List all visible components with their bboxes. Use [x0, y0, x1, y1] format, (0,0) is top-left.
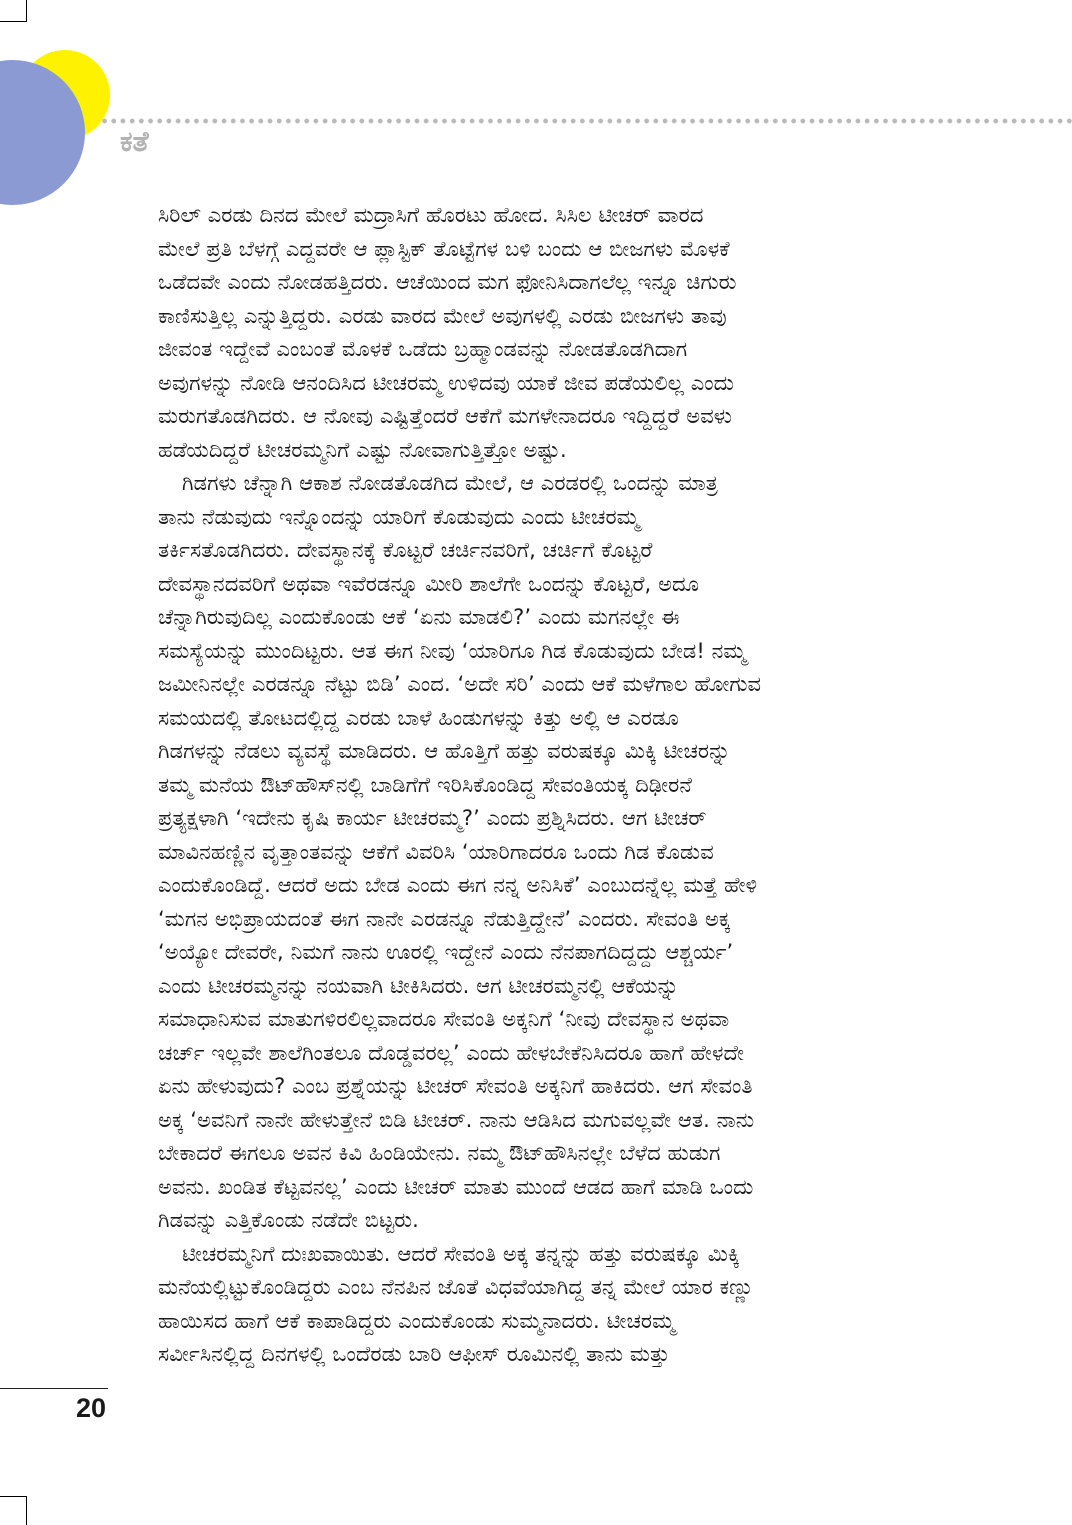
story-body: [158, 199, 908, 1372]
text-line: ಗಿಡಗಳು ಚೆನ್ನಾಗಿ ಆಕಾಶ ನೋಡತೊಡಗಿದ ಮೇಲೆ, ಆ ಎರಡರಲ್ಲಿ ಒಂದನ್ನು ಮಾತ್ರ: [182, 471, 718, 495]
text-line: ಹಡೆಯದಿದ್ದರೆ ಟೀಚರಮ್ಮನಿಗೆ ಎಷ್ಟು ನೋವಾಗುತ್ತಿತ್ತೋ ಅಷ್ಟು.: [158, 437, 567, 462]
text-line: ಅವುಗಳನ್ನು ನೋಡಿ ಆನಂದಿಸಿದ ಟೀಚರಮ್ಮ ಉಳಿದವು ಯಾಕೆ ಜೀವ ಪಡೆಯಲಿಲ್ಲ ಎಂದು: [158, 370, 734, 395]
crop-mark-top-left-vertical: [26, 0, 27, 22]
text-line: ಸಮಸ್ಯೆಯನ್ನು ಮುಂದಿಟ್ಟರು. ಆತ ಈಗ ನೀವು ‘ಯಾರಿಗೂ ಗಿಡ ಕೊಡುವುದು ಬೇಡ! ನಮ್ಮ: [158, 638, 747, 663]
text-line: ಏನು ಹೇಳುವುದು? ಎಂಬ ಪ್ರಶ್ನೆಯನ್ನು ಟೀಚರ್ ಸೇವಂತಿ ಅಕ್ಕನಿಗೆ ಹಾಕಿದರು. ಆಗ ಸೇವಂತಿ: [158, 1074, 753, 1098]
text-line: ‘ಅಯ್ಯೋ ದೇವರೇ, ನಿಮಗೆ ನಾನು ಊರಲ್ಲಿ ಇದ್ದೇನೆ ಎಂದು ನೆನಪಾಗದಿದ್ದದ್ದು ಆಶ್ಚರ್ಯ’: [158, 940, 734, 964]
text-line: ಸಮಾಧಾನಿಸುವ ಮಾತುಗಳಿರಲಿಲ್ಲವಾದರೂ ಸೇವಂತಿ ಅಕ್ಕನಿಗೆ ‘ನೀವು ದೇವಸ್ಥಾನ ಅಥವಾ: [158, 1007, 730, 1031]
text-line: ಅವನು. ಖಂಡಿತ ಕೆಟ್ಟವನಲ್ಲ’ ಎಂದು ಟೀಚರ್ ಮಾತು ಮುಂದೆ ಆಡದ ಹಾಗೆ ಮಾಡಿ ಒಂದು: [158, 1174, 754, 1199]
text-line: ಮೇಲೆ ಪ್ರತಿ ಬೆಳಗ್ಗೆ ಎದ್ದವರೇ ಆ ಪ್ಲಾಸ್ಟಿಕ್ ತೊಟ್ಟೆಗಳ ಬಳಿ ಬಂದು ಆ ಬೀಜಗಳು ಮೊಳಕೆ: [158, 236, 730, 261]
text-line: ಜೀವಂತ ಇದ್ದೇವೆ ಎಂಬಂತೆ ಮೊಳಕೆ ಒಡೆದು ಬ್ರಹ್ಮಾಂಡವನ್ನು ನೋಡತೊಡಗಿದಾಗ: [158, 337, 688, 361]
text-line: ಅಕ್ಕ ‘ಅವನಿಗೆ ನಾನೇ ಹೇಳುತ್ತೇನೆ ಬಿಡಿ ಟೀಚರ್. ನಾನು ಆಡಿಸಿದ ಮಗುವಲ್ಲವೇ ಆತ. ನಾನು: [158, 1107, 755, 1132]
text-line: ಟೀಚರಮ್ಮನಿಗೆ ದುಃಖವಾಯಿತು. ಆದರೆ ಸೇವಂತಿ ಅಕ್ಕ ತನ್ನನ್ನು ಹತ್ತು ವರುಷಕ್ಕೂ ಮಿಕ್ಕಿ: [182, 1241, 740, 1266]
text-line: ಎಂದುಕೊಂಡಿದ್ದೆ. ಆದರೆ ಅದು ಬೇಡ ಎಂದು ಈಗ ನನ್ನ ಅನಿಸಿಕೆ’ ಎಂಬುದನ್ನೆಲ್ಲ ಮತ್ತೆ ಹೇಳಿ: [158, 873, 758, 897]
text-line: ಗಿಡಗಳನ್ನು ನೆಡಲು ವ್ಯವಸ್ಥೆ ಮಾಡಿದರು. ಆ ಹೊತ್ತಿಗೆ ಹತ್ತು ವರುಷಕ್ಕೂ ಮಿಕ್ಕಿ ಟೀಚರನ್ನು: [158, 739, 731, 763]
text-line: ಸರ್ವೀಸಿನಲ್ಲಿದ್ದ ದಿನಗಳಲ್ಲಿ ಒಂದೆರಡು ಬಾರಿ ಆಫೀಸ್ ರೂಮಿನಲ್ಲಿ ತಾನು ಮತ್ತು: [158, 1342, 670, 1366]
text-line: ಎಂದು ಟೀಚರಮ್ಮನನ್ನು ನಯವಾಗಿ ಟೀಕಿಸಿದರು. ಆಗ ಟೀಚರಮ್ಮನಲ್ಲಿ ಆಕೆಯನ್ನು: [158, 973, 679, 998]
paragraph-3: [158, 1238, 908, 1372]
text-line: ದೇವಸ್ಥಾನದವರಿಗೆ ಅಥವಾ ಇವೆರಡನ್ನೂ ಮೀರಿ ಶಾಲೆಗೇ ಒಂದನ್ನು ಕೊಟ್ಟರೆ, ಅದೂ: [158, 571, 700, 596]
text-line: ತಾನು ನೆಡುವುದು ಇನ್ನೊಂದನ್ನು ಯಾರಿಗೆ ಕೊಡುವುದು ಎಂದು ಟೀಚರಮ್ಮ: [158, 504, 640, 529]
text-line: ಕಾಣಿಸುತ್ತಿಲ್ಲ ಎನ್ನುತ್ತಿದ್ದರು. ಎರಡು ವಾರದ ಮೇಲೆ ಅವುಗಳಲ್ಲಿ ಎರಡು ಬೀಜಗಳು ತಾವು: [158, 303, 727, 328]
text-line: ಮರುಗತೊಡಗಿದರು. ಆ ನೋವು ಎಷ್ಟಿತ್ತೆಂದರೆ ಆಕೆಗೆ ಮಗಳೇನಾದರೂ ಇದ್ದಿದ್ದರೆ ಅವಳು: [158, 404, 732, 428]
text-line: ಮನೆಯಲ್ಲಿಟ್ಟುಕೊಂಡಿದ್ದರು ಎಂಬ ನೆನಪಿನ ಜೊತೆ ವಿಧವೆಯಾಗಿದ್ದ ತನ್ನ ಮೇಲೆ ಯಾರ ಕಣ್ಣು: [158, 1275, 754, 1299]
text-line: ಒಡೆದವೇ ಎಂದು ನೋಡಹತ್ತಿದರು. ಆಚೆಯಿಂದ ಮಗ ಫೋನಿಸಿದಾಗಲೆಲ್ಲ ಇನ್ನೂ ಚಿಗುರು: [158, 270, 737, 294]
paragraph-2: [158, 467, 908, 1238]
text-line: ತಮ್ಮ ಮನೆಯ ಔಟ್‌ಹೌಸ್‌ನಲ್ಲಿ ಬಾಡಿಗೆಗೆ ಇರಿಸಿಕೊಂಡಿದ್ದ ಸೇವಂತಿಯಕ್ಕ ದಿಢೀರನೆ: [158, 772, 692, 797]
text-line: ಹಾಯಿಸದ ಹಾಗೆ ಆಕೆ ಕಾಪಾಡಿದ್ದರು ಎಂದುಕೊಂಡು ಸುಮ್ಮನಾದರು. ಟೀಚರಮ್ಮ: [158, 1308, 676, 1333]
crop-mark-bottom-left-vertical: [26, 1496, 27, 1525]
text-line: ಗಿಡವನ್ನು ಎತ್ತಿಕೊಂಡು ನಡೆದೇ ಬಿಟ್ಟರು.: [158, 1208, 419, 1232]
text-line: ಚೆನ್ನಾಗಿರುವುದಿಲ್ಲ ಎಂದುಕೊಂಡು ಆಕೆ ‘ಏನು ಮಾಡಲಿ?’ ಎಂದು ಮಗನಲ್ಲೇ ಈ: [158, 605, 680, 629]
page-number-rule: [0, 1388, 108, 1389]
page-number: 20: [76, 1393, 107, 1423]
text-line: ಜಮೀನಿನಲ್ಲೇ ಎರಡನ್ನೂ ನೆಟ್ಟು ಬಿಡಿ’ ಎಂದ. ‘ಅದೇ ಸರಿ’ ಎಂದು ಆಕೆ ಮಳೆಗಾಲ ಹೋಗುವ: [158, 672, 762, 696]
section-title: ಕತೆ: [120, 125, 149, 158]
dotted-header-rule: [100, 118, 1072, 124]
crop-mark-bottom-left-horizontal: [0, 1496, 27, 1497]
text-line: ಸಿರಿಲ್ ಎರಡು ದಿನದ ಮೇಲೆ ಮದ್ರಾಸಿಗೆ ಹೊರಟು ಹೋದ. ಸಿಸಿಲ ಟೀಚರ್ ವಾರದ: [158, 203, 704, 227]
crop-mark-top-left-horizontal: [0, 21, 27, 22]
paragraph-1: [158, 199, 908, 467]
text-line: ಮಾವಿನಹಣ್ಣಿನ ವೃತ್ತಾಂತವನ್ನು ಆಕೆಗೆ ವಿವರಿಸಿ ‘ಯಾರಿಗಾದರೂ ಒಂದು ಗಿಡ ಕೊಡುವ: [158, 839, 714, 864]
text-line: ಸಮಯದಲ್ಲಿ ತೋಟದಲ್ಲಿದ್ದ ಎರಡು ಬಾಳೆ ಹಿಂಡುಗಳನ್ನು ಕಿತ್ತು ಅಲ್ಲಿ ಆ ಎರಡೂ: [158, 705, 679, 730]
text-line: ಚರ್ಚ್ ಇಲ್ಲವೇ ಶಾಲೆಗಿಂತಲೂ ದೊಡ್ಡವರಲ್ಲ’ ಎಂದು ಹೇಳಬೇಕೆನಿಸಿದರೂ ಹಾಗೆ ಹೇಳದೇ: [158, 1040, 745, 1065]
text-line: ತರ್ಕಿಸತೊಡಗಿದರು. ದೇವಸ್ಥಾನಕ್ಕೆ ಕೊಟ್ಟರೆ ಚರ್ಚಿನವರಿಗೆ, ಚರ್ಚಿಗೆ ಕೊಟ್ಟರೆ: [158, 538, 653, 562]
text-line: ಬೇಕಾದರೆ ಈಗಲೂ ಅವನ ಕಿವಿ ಹಿಂಡಿಯೇನು. ನಮ್ಮ ಔಟ್‌ಹೌಸಿನಲ್ಲೇ ಬೆಳೆದ ಹುಡುಗ: [158, 1141, 721, 1165]
text-line: ‘ಮಗನ ಅಭಿಪ್ರಾಯದಂತೆ ಈಗ ನಾನೇ ಎರಡನ್ನೂ ನೆಡುತ್ತಿದ್ದೇನೆ’ ಎಂದರು. ಸೇವಂತಿ ಅಕ್ಕ: [158, 906, 731, 931]
text-line: ಪ್ರತ್ಯಕ್ಷಳಾಗಿ ‘ಇದೇನು ಕೃಷಿ ಕಾರ್ಯ ಟೀಚರಮ್ಮ?’ ಎಂದು ಪ್ರಶ್ನಿಸಿದರು. ಆಗ ಟೀಚರ್: [158, 806, 707, 830]
